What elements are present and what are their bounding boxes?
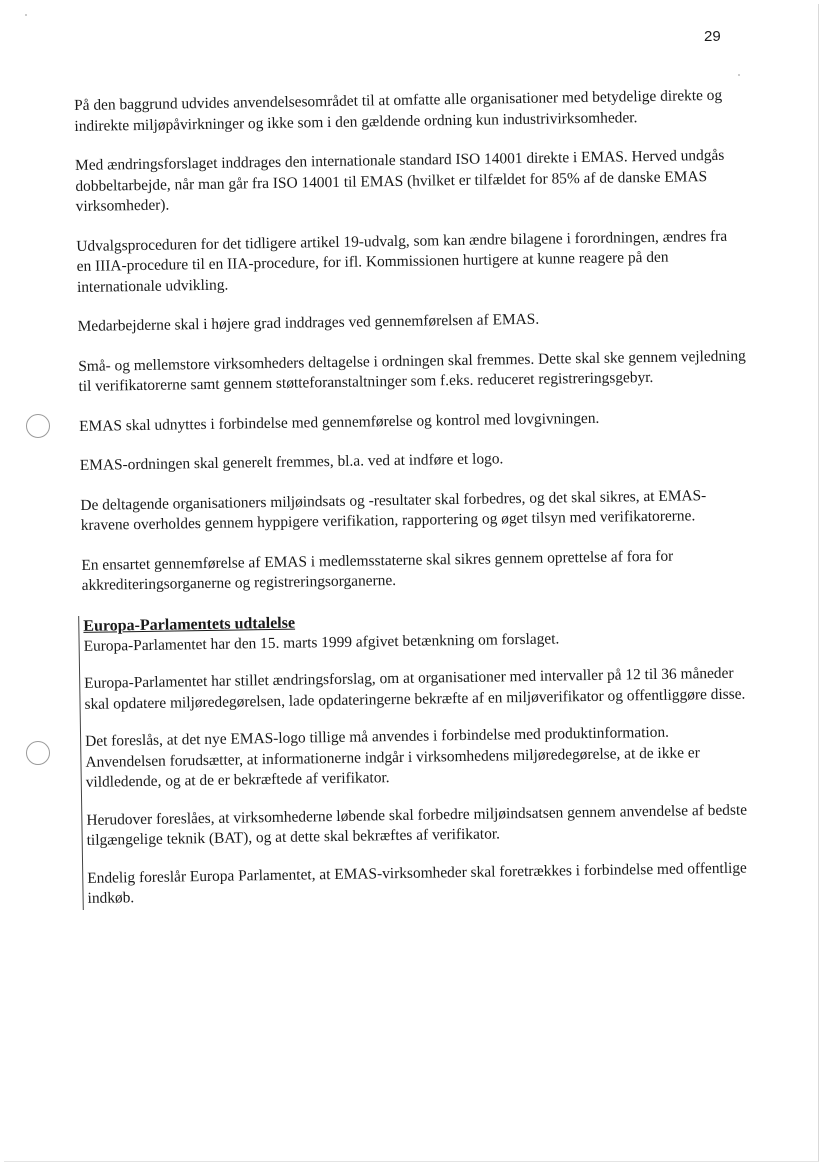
- paragraph: På den baggrund udvides anvendelsesområdet til at omfatte alle organisationer med betydelige direkte og indirekte miljøpåvirkninger og ikke som i den gældende ordning kun industrivirksomheder.: [74, 86, 723, 135]
- scan-speck: [738, 74, 740, 76]
- scan-speck: [25, 14, 27, 16]
- page-number: 29: [704, 28, 721, 45]
- punch-hole: [26, 414, 50, 438]
- section-paragraph: Endelig foreslår Europa Parlamentet, at EMAS-virksomheder skal foretrækkes i forbindelse med offentlige indkøb.: [87, 859, 747, 907]
- punch-hole: [26, 741, 50, 765]
- paragraph: De deltagende organisationers miljøindsats og -resultater skal forbedres, og det skal sikres, at EMAS-kravene overholdes gennem hyppigere verifikation, rapportering og øget tilsyn med verifikatorerne.: [80, 486, 707, 534]
- paragraph: En ensartet gennemførelse af EMAS i medlemsstaterne skal sikres gennem oprettelse af fora for akkrediteringsorganerne og registreringsorganerne.: [81, 547, 674, 594]
- document-body: [74, 86, 755, 927]
- paragraph: EMAS-ordningen skal generelt fremmes, bl.a. ved at indføre et logo.: [79, 450, 504, 474]
- paragraph: Medarbejderne skal i højere grad inddrages ved gennemførelsen af EMAS.: [77, 310, 540, 335]
- paragraph: Små- og mellemstore virksomheders deltagelse i ordningen skal fremmes. Dette skal ske gennem vejledning til verifikatorerne samt gennem støtteforanstaltninger som f.eks. reduceret registreringsgebyr.: [78, 346, 746, 395]
- section-paragraph: Det foreslås, at det nye EMAS-logo tillige må anvendes i forbindelse med produktinformation. Anvendelsen forudsætter, at informationerne indgår i virksomhedens miljøredegørelse, at de ikke er vildledende, og at de er bekræftede af verifikator.: [85, 723, 700, 791]
- section-heading: Europa-Parlamentets udtalelse: [83, 614, 296, 635]
- section-paragraph: Europa-Parlamentet har den 15. marts 1999 afgivet betænkning om forslaget.: [83, 629, 560, 655]
- paragraph: Udvalgsproceduren for det tidligere artikel 19-udvalg, som kan ændre bilagene i forordningen, ændres fra en IIIA-procedure til en IIA-procedure, for ifl. Kommissionen hurtigere at kunne reagere på den internationale udvikling.: [76, 227, 728, 296]
- paragraph: EMAS skal udnyttes i forbindelse med gennemførelse og kontrol med lovgivningen.: [79, 409, 600, 435]
- paragraph: Med ændringsforslaget inddrages den internationale standard ISO 14001 direkte i EMAS. Herved undgås dobbeltarbejde, når man går fra ISO 14001 til EMAS (hvilket er tilfældet for 85% af de danske EMAS virksomheder).: [74, 146, 725, 215]
- section-paragraph: Europa-Parlamentet har stillet ændringsforslag, om at organisationer med intervaller på 12 til 36 måneder skal opdatere miljøredegørelsen, lade opdateringerne bekræfte af en miljøverifikator og offentliggøre disse.: [84, 664, 746, 713]
- section-paragraph: Herudover foreslåes, at virksomhederne løbende skal forbedre miljøindsatsen gennem anvendelse af bedste tilgængelige teknik (BAT), og at dette skal bekræftes af verifikator.: [86, 801, 748, 849]
- parliament-statement-section: [78, 605, 755, 910]
